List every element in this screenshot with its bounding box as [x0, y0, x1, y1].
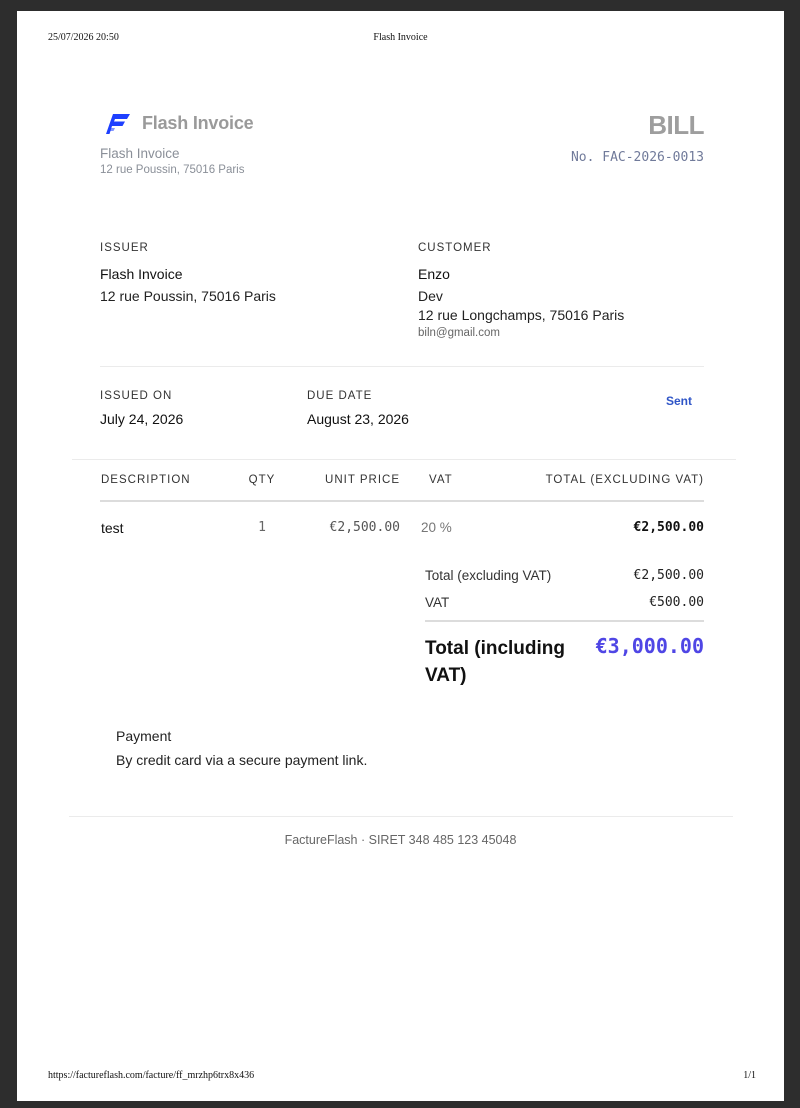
brand-name: Flash Invoice	[142, 113, 254, 133]
issuer-label: ISSUER	[100, 242, 149, 254]
column-header-vat: VAT	[429, 474, 453, 486]
column-header-description: DESCRIPTION	[101, 474, 191, 486]
vat-value: €500.00	[649, 595, 704, 610]
invoice-number: No. FAC-2026-0013	[570, 150, 704, 165]
vat-label: VAT	[425, 595, 450, 610]
column-header-qty: QTY	[248, 474, 276, 486]
footer-text: FactureFlash · SIRET 348 485 123 45048	[284, 833, 517, 847]
issued-on-date: July 24, 2026	[100, 411, 184, 427]
table-header-divider	[100, 500, 704, 502]
row-unit-price: €2,500.00	[329, 520, 400, 535]
issuer-address: 12 rue Poussin, 75016 Paris	[100, 288, 276, 304]
payment-title: Payment	[116, 728, 172, 744]
row-description: test	[101, 520, 124, 536]
subtotal-value: €2,500.00	[633, 568, 704, 583]
row-qty: 1	[258, 520, 266, 535]
divider	[72, 459, 736, 460]
brand-company: Flash Invoice	[100, 146, 180, 161]
divider	[100, 366, 704, 367]
grand-total-label-line-1: Total (including	[425, 638, 566, 659]
due-date: August 23, 2026	[307, 411, 409, 427]
customer-email: biln@gmail.com	[418, 327, 500, 339]
customer-name: Enzo	[418, 266, 450, 282]
issued-on-label: ISSUED ON	[100, 390, 173, 402]
brand-address: 12 rue Poussin, 75016 Paris	[100, 164, 245, 176]
document-type: BILL	[648, 110, 704, 140]
totals-divider	[425, 620, 704, 622]
column-header-unit-price: UNIT PRICE	[325, 474, 400, 486]
status-badge: Sent	[666, 394, 693, 408]
grand-total-label-line-2: VAT)	[425, 665, 467, 686]
invoice-page	[17, 11, 784, 1101]
subtotal-label: Total (excluding VAT)	[425, 568, 552, 583]
issuer-name: Flash Invoice	[100, 266, 183, 282]
customer-address: 12 rue Longchamps, 75016 Paris	[418, 307, 625, 323]
column-header-total: TOTAL (EXCLUDING VAT)	[545, 474, 704, 486]
flash-logo-icon	[106, 112, 131, 136]
print-url: https://factureflash.com/facture/ff_mrzhp6trx8x436	[48, 1070, 255, 1081]
payment-text: By credit card via a secure payment link.	[116, 752, 368, 768]
customer-label: CUSTOMER	[418, 242, 492, 254]
print-datetime: 25/07/2026 20:50	[48, 32, 119, 43]
due-date-label: DUE DATE	[307, 390, 373, 402]
row-vat: 20 %	[421, 520, 452, 535]
grand-total-value: €3,000.00	[595, 634, 704, 658]
print-title: Flash Invoice	[373, 32, 428, 43]
divider	[69, 816, 733, 817]
grand-total-label	[425, 635, 565, 689]
customer-company: Dev	[418, 288, 443, 304]
print-page-number: 1/1	[743, 1070, 756, 1081]
row-total: €2,500.00	[633, 520, 704, 535]
